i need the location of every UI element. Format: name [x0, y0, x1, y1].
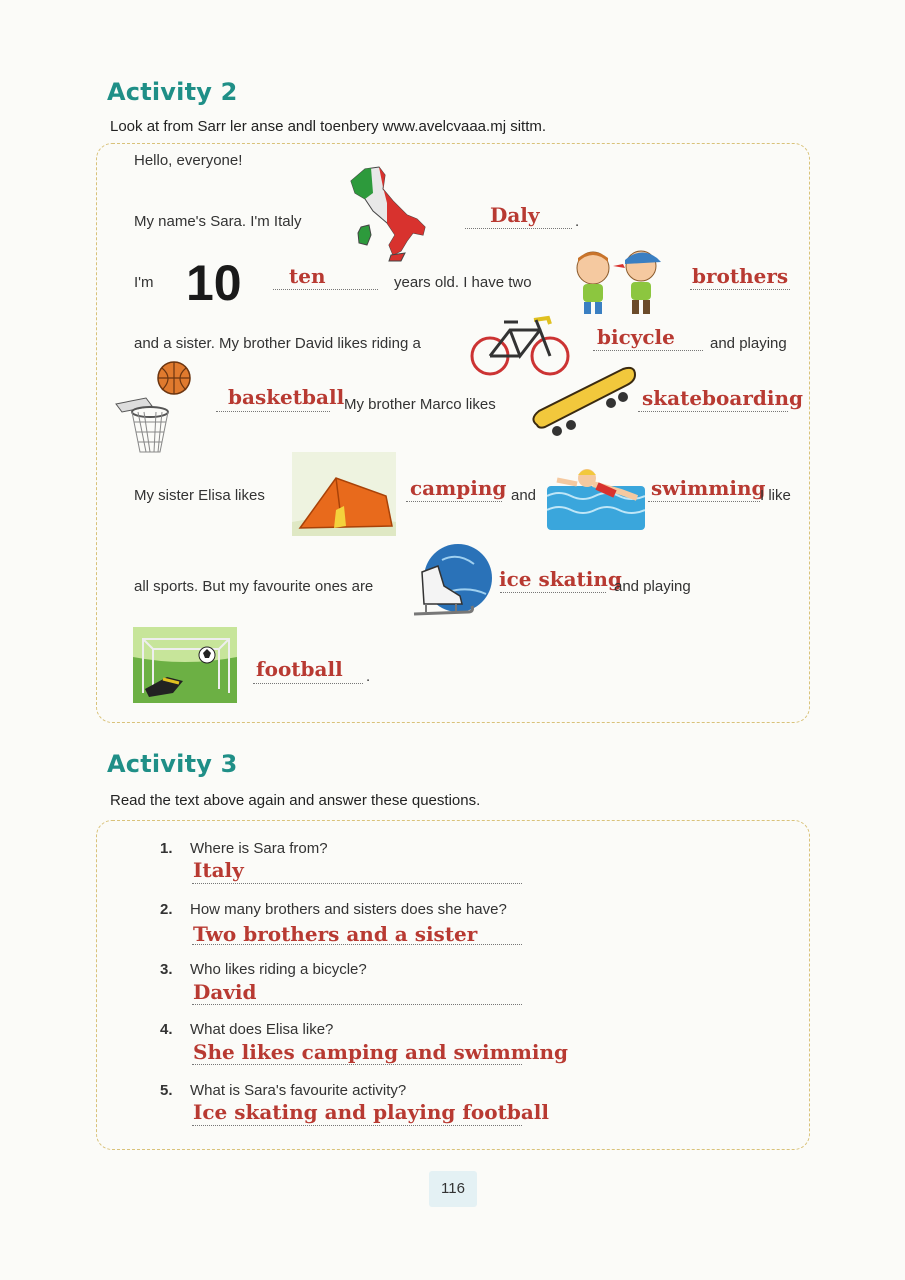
answer-skateboarding: skateboarding: [642, 386, 803, 410]
question-number: 2.: [160, 901, 173, 918]
im-text: I'm: [134, 274, 154, 291]
number-ten: 10: [186, 255, 242, 311]
question-number: 5.: [160, 1082, 173, 1099]
answer-basketball: basketball: [228, 385, 345, 409]
page-number: 116: [429, 1171, 477, 1207]
question-answer: She likes camping and swimming: [193, 1040, 569, 1064]
period-1: .: [575, 213, 580, 230]
question-answer: Two brothers and a sister: [193, 922, 478, 946]
answer-brothers: brothers: [692, 264, 789, 288]
period-2: .: [366, 668, 371, 685]
name-text: My name's Sara. I'm Italy: [134, 213, 302, 230]
tent-icon: [292, 452, 396, 536]
sister-text: and a sister. My brother David likes riding a: [134, 335, 421, 352]
question-number: 3.: [160, 961, 173, 978]
football-icon: [133, 627, 237, 703]
question-text: How many brothers and sisters does she have?: [190, 901, 507, 918]
and-text: and: [511, 487, 537, 504]
answer-line: [192, 883, 522, 884]
answer-ice-skating: ice skating: [499, 567, 622, 591]
basketball-icon: [112, 360, 194, 456]
playing-text-1: and playing: [710, 335, 787, 352]
ilike-text: I like: [760, 487, 791, 504]
question-text: Who likes riding a bicycle?: [190, 961, 367, 978]
swimming-icon: [547, 462, 645, 530]
activity-2-instruction: Look at from Sarr ler anse andl toenbery www.avelcvaaa.mj sittm.: [110, 118, 547, 135]
italy-map-icon: [343, 163, 435, 263]
elisa-text: My sister Elisa likes: [134, 487, 265, 504]
answer-line: [192, 1125, 522, 1126]
activity-3-title: Activity 3: [107, 750, 238, 778]
allsports-text: all sports. But my favourite ones are: [134, 578, 374, 595]
answer-football: football: [256, 657, 343, 681]
skateboard-icon: [527, 363, 639, 439]
question-text: What does Elisa like?: [190, 1021, 334, 1038]
playing-text-2: and playing: [614, 578, 691, 595]
activity-3-instruction: Read the text above again and answer these questions.: [110, 792, 481, 809]
question-answer: Italy: [193, 858, 244, 882]
brothers-icon: [563, 246, 667, 316]
ice-skate-icon: [408, 542, 498, 622]
answer-country: Daly: [490, 203, 540, 227]
greeting-text: Hello, everyone!: [134, 152, 243, 169]
answer-camping: camping: [410, 476, 507, 500]
answer-bicycle: bicycle: [597, 325, 675, 349]
question-answer: Ice skating and playing football: [193, 1100, 549, 1124]
question-number: 4.: [160, 1021, 173, 1038]
activity-2-title: Activity 2: [107, 78, 238, 106]
question-number: 1.: [160, 840, 173, 857]
answer-line: [192, 1064, 522, 1065]
answer-swimming: swimming: [651, 476, 766, 500]
question-answer: David: [193, 980, 257, 1004]
years-text: years old. I have two: [394, 274, 532, 291]
answer-line: [192, 1004, 522, 1005]
question-text: What is Sara's favourite activity?: [190, 1082, 407, 1099]
answer-age: ten: [289, 264, 326, 288]
marco-text: My brother Marco likes: [344, 396, 496, 413]
question-text: Where is Sara from?: [190, 840, 328, 857]
